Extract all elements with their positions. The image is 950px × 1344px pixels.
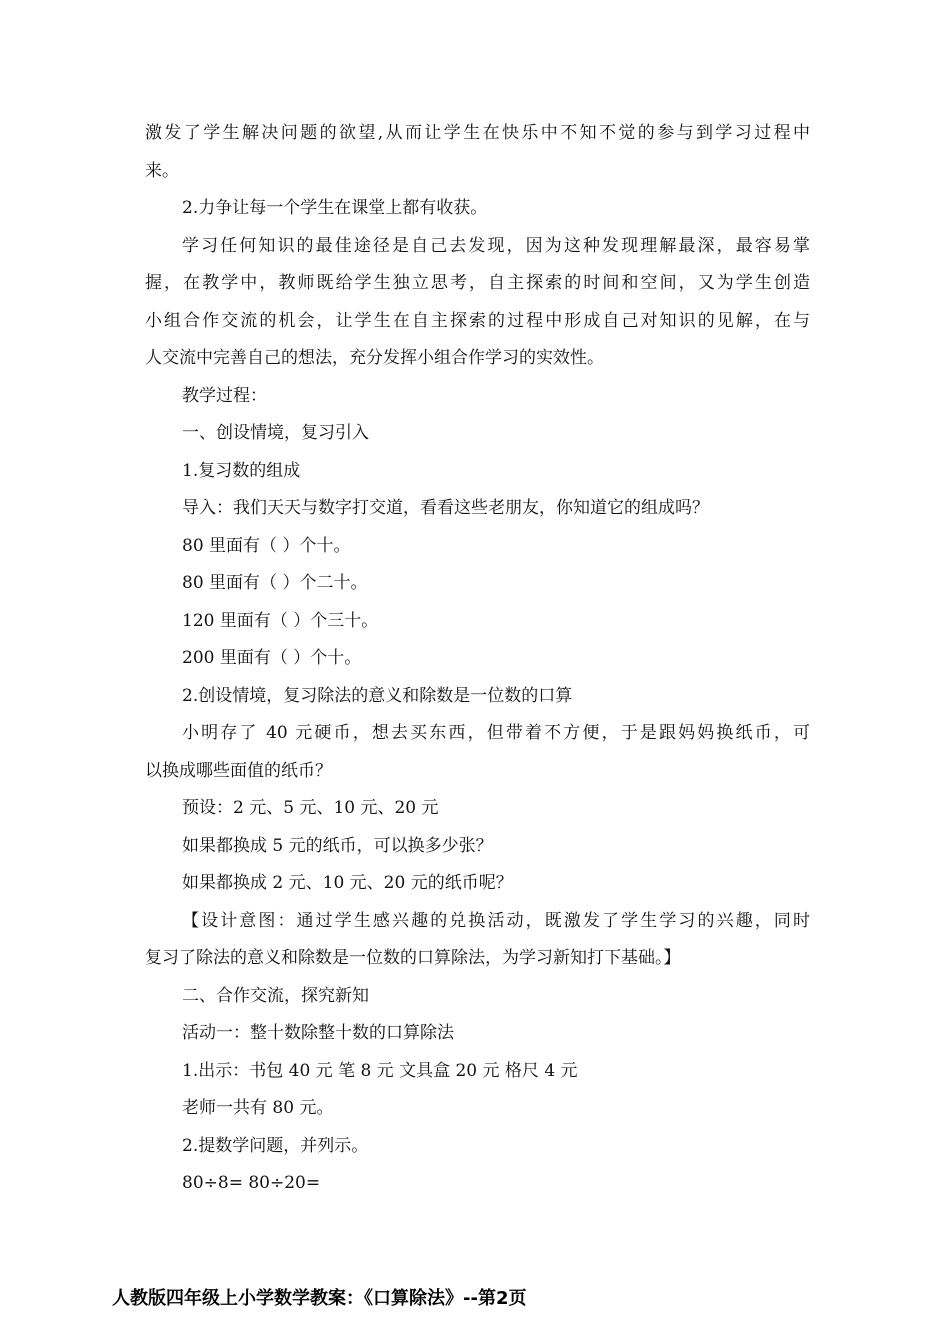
text-line: 学习任何知识的最佳途径是自己去发现，因为这种发现理解最深，最容易掌 <box>182 235 810 256</box>
text-line: 2.提数学问题，并列示。 <box>182 1135 369 1156</box>
text-line: 激发了学生解决问题的欲望,从而让学生在快乐中不知不觉的参与到学习过程中 <box>145 123 810 143</box>
text-line: 小组合作交流的机会，让学生在自主探索的过程中形成自己对知识的见解，在与 <box>145 310 810 331</box>
text-line: 一、创设情境，复习引入 <box>182 423 369 443</box>
text-line: 80 里面有（ ）个二十。 <box>182 573 368 593</box>
text-line: 2.创设情境，复习除法的意义和除数是一位数的口算 <box>182 685 573 706</box>
text-line: 如果都换成 2 元、10 元、20 元的纸币呢？ <box>182 873 513 893</box>
text-line: 来。 <box>145 160 179 181</box>
text-line: 如果都换成 5 元的纸币，可以换多少张？ <box>182 835 493 856</box>
text-line: 120 里面有（ ）个三十。 <box>182 610 379 631</box>
text-line: 80÷8= 80÷20= <box>182 1173 321 1193</box>
text-line: 教学过程： <box>182 385 267 406</box>
text-line: 小明存了 40 元硬币，想去买东西，但带着不方便，于是跟妈妈换纸币，可 <box>182 723 810 743</box>
text-line: 【设计意图：通过学生感兴趣的兑换活动，既激发了学生学习的兴趣，同时 <box>182 910 810 931</box>
text-line: 预设：2 元、5 元、10 元、20 元 <box>182 798 439 818</box>
text-line: 200 里面有（ ）个十。 <box>182 648 362 668</box>
text-line: 1.复习数的组成 <box>182 460 301 481</box>
page-footer: 人教版四年级上小学数学教案：《口算除法》--第2页 <box>112 1288 527 1309</box>
text-line: 活动一：整十数除整十数的口算除法 <box>182 1023 454 1043</box>
text-line: 复习了除法的意义和除数是一位数的口算除法，为学习新知打下基础。】 <box>145 948 681 968</box>
text-line: 以换成哪些面值的纸币？ <box>145 760 332 781</box>
text-line: 人交流中完善自己的想法，充分发挥小组合作学习的实效性。 <box>145 348 604 368</box>
text-line: 握，在教学中，教师既给学生独立思考，自主探索的时间和空间，又为学生创造 <box>145 273 810 293</box>
text-line: 导入：我们天天与数字打交道，看看这些老朋友，你知道它的组成吗？ <box>182 498 709 518</box>
text-line: 80 里面有（ ）个十。 <box>182 535 351 556</box>
text-line: 1.出示：书包 40 元 笔 8 元 文具盒 20 元 格尺 4 元 <box>182 1060 578 1081</box>
text-line: 2.力争让每一个学生在课堂上都有收获。 <box>182 198 488 218</box>
document-body <box>145 115 810 1203</box>
text-line: 老师一共有 80 元。 <box>182 1098 334 1118</box>
text-line: 二、合作交流，探究新知 <box>182 985 369 1006</box>
